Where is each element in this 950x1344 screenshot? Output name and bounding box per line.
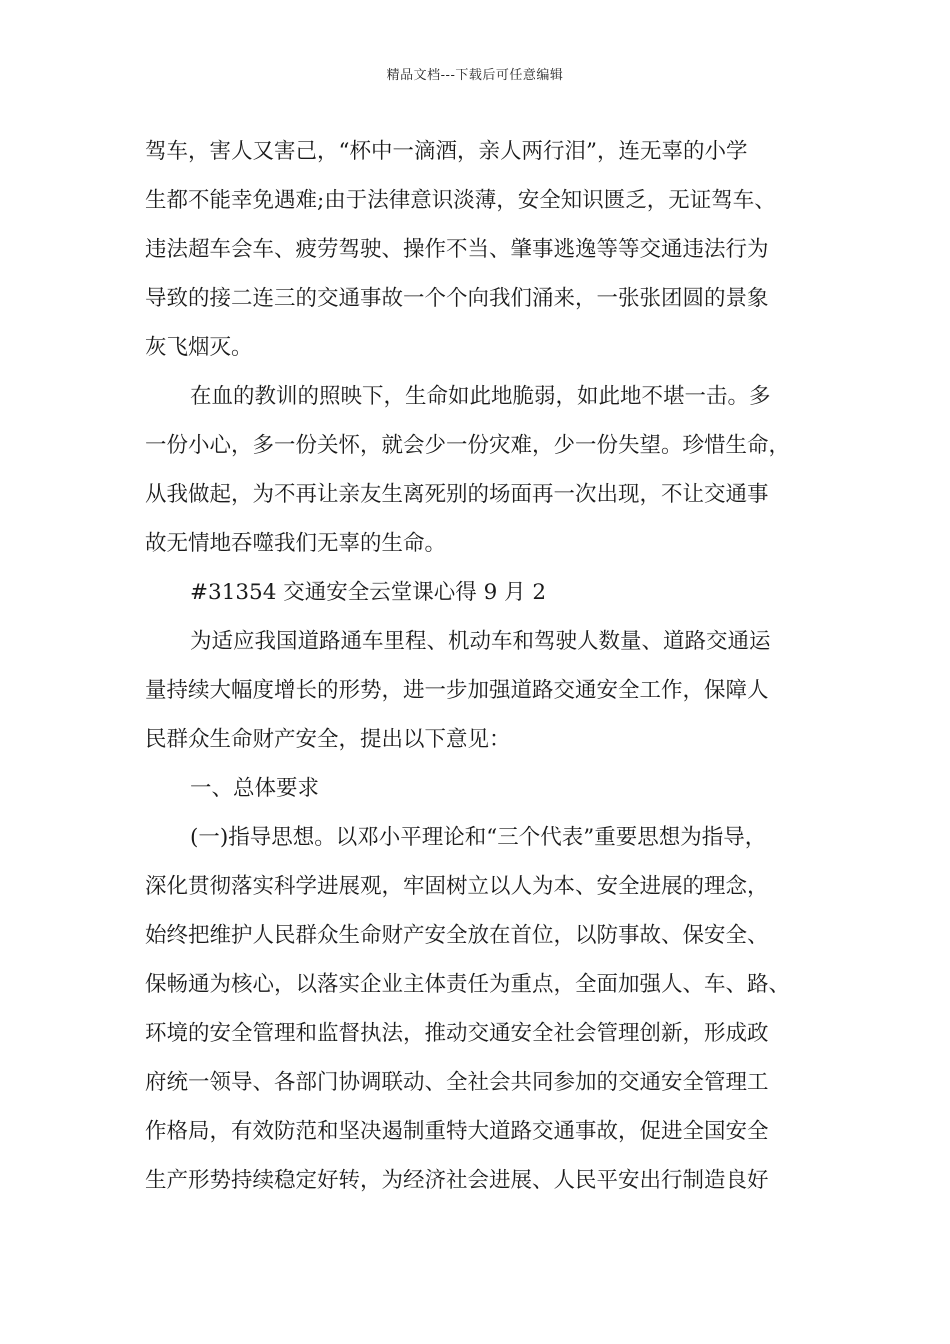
text-line: 驾车，害人又害己，“杯中一滴酒，亲人两行泪”，连无辜的小学 <box>145 139 748 164</box>
text-line: 保畅通为核心，以落实企业主体责任为重点，全面加强人、车、路、 <box>145 972 791 997</box>
paragraph-start-line: 在血的教训的照映下，生命如此地脆弱，如此地不堪一击。多 <box>190 384 771 409</box>
text-line: 始终把维护人民群众生命财产安全放在首位，以防事故、保安全、 <box>145 923 769 948</box>
text-line: 违法超车会车、疲劳驾驶、操作不当、肇事逃逸等等交通违法行为 <box>145 237 769 262</box>
text-line: 生都不能幸免遇难;由于法律意识淡薄，安全知识匮乏，无证驾车、 <box>145 188 776 213</box>
text-line: 量持续大幅度增长的形势，进一步加强道路交通安全工作，保障人 <box>145 678 769 703</box>
paragraph-start-line: 为适应我国道路通车里程、机动车和驾驶人数量、道路交通运 <box>190 629 771 654</box>
section-title: #31354 交通安全云堂课心得 9 月 2 <box>190 580 547 605</box>
page-header: 精品文档---下载后可任意编辑 <box>386 68 564 83</box>
text-line: 故无情地吞噬我们无辜的生命。 <box>145 531 447 556</box>
text-line: 环境的安全管理和监督执法，推动交通安全社会管理创新，形成政 <box>145 1021 769 1046</box>
text-line: 作格局，有效防范和坚决遏制重特大道路交通事故，促进全国安全 <box>145 1119 769 1144</box>
text-line: 府统一领导、各部门协调联动、全社会共同参加的交通安全管理工 <box>145 1070 769 1095</box>
text-line: 从我做起，为不再让亲友生离死别的场面再一次出现，不让交通事 <box>145 482 769 507</box>
text-line: 灰飞烟灭。 <box>145 335 253 360</box>
text-line: 民群众生命财产安全，提出以下意见： <box>145 727 511 752</box>
document-body <box>145 130 835 1208</box>
section-heading: 一、总体要求 <box>190 776 320 801</box>
text-line: 生产形势持续稳定好转，为经济社会进展、人民平安出行制造良好 <box>145 1168 769 1193</box>
paragraph-start-line: (一)指导思想。以邓小平理论和“三个代表”重要思想为指导， <box>190 825 767 850</box>
text-line: 导致的接二连三的交通事故一个个向我们涌来，一张张团圆的景象 <box>145 286 769 311</box>
text-line: 一份小心，多一份关怀，就会少一份灾难，少一份失望。珍惜生命， <box>145 433 791 458</box>
text-line: 深化贯彻落实科学进展观，牢固树立以人为本、安全进展的理念， <box>145 874 769 899</box>
